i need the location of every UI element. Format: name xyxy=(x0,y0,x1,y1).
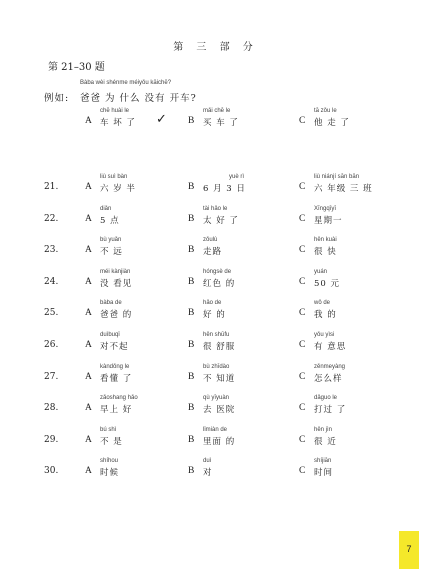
example-question-text: 爸爸 为 什么 没有 开车? xyxy=(80,93,197,104)
option-text: 50 元 xyxy=(314,279,341,289)
option-text: 有 意思 xyxy=(314,342,347,352)
option-letter: C xyxy=(299,435,306,445)
option-text: 对不起 xyxy=(100,342,129,352)
option-letter: C xyxy=(299,403,306,413)
option-text: 走路 xyxy=(203,247,223,257)
option-pinyin: duì xyxy=(203,458,212,464)
option-pinyin: Xīngqīyī xyxy=(314,206,337,212)
page-title: 第 三 部 分 xyxy=(173,42,258,53)
option-pinyin: diǎn xyxy=(100,206,112,212)
option-pinyin: zěnmeyàng xyxy=(314,364,346,370)
question-number: 27. xyxy=(44,372,59,382)
option-text: 打过 了 xyxy=(314,405,347,415)
option-pinyin: bù zhīdào xyxy=(203,364,230,370)
option-letter: C xyxy=(299,372,306,382)
option-letter: A xyxy=(85,340,92,350)
option-letter: B xyxy=(188,435,195,445)
option-text: 太 好 了 xyxy=(203,216,239,226)
option-pinyin: qù yīyuàn xyxy=(203,395,230,401)
option-text: 红色 的 xyxy=(203,279,236,289)
option-text: 很 快 xyxy=(314,247,337,257)
option-text: 怎么样 xyxy=(314,374,343,384)
example-option-a-letter: A xyxy=(85,116,92,126)
option-text: 去 医院 xyxy=(203,405,236,415)
section-heading: 第 21–30 题 xyxy=(48,62,105,73)
option-letter: B xyxy=(188,308,195,318)
option-text: 不 知道 xyxy=(203,374,236,384)
option-pinyin: yuán xyxy=(314,269,328,275)
option-pinyin: bàba de xyxy=(100,300,122,306)
question-number: 25. xyxy=(44,308,59,318)
option-text: 很 近 xyxy=(314,437,337,447)
option-text: 早上 好 xyxy=(100,405,133,415)
option-letter: B xyxy=(188,245,195,255)
option-letter: A xyxy=(85,372,92,382)
question-number: 21. xyxy=(44,182,59,192)
option-letter: C xyxy=(299,340,306,350)
option-text: 5 点 xyxy=(100,216,120,226)
option-pinyin: hóngsè de xyxy=(203,269,232,275)
option-letter: C xyxy=(299,245,306,255)
option-letter: B xyxy=(188,214,195,224)
option-text: 看懂 了 xyxy=(100,374,133,384)
example-option-b-letter: B xyxy=(188,116,195,126)
option-text: 时候 xyxy=(100,468,120,478)
page-number: 7 xyxy=(406,544,412,554)
option-letter: C xyxy=(299,214,306,224)
option-letter: B xyxy=(188,466,195,476)
option-letter: B xyxy=(188,340,195,350)
option-pinyin: wǒ de xyxy=(314,300,331,306)
option-letter: A xyxy=(85,182,92,192)
option-text: 对 xyxy=(203,468,213,478)
example-question-pinyin: Bàba wèi shénme méiyǒu kāichē? xyxy=(80,80,172,86)
option-letter: C xyxy=(299,182,306,192)
option-pinyin: liù niánjí sān bān xyxy=(314,174,360,180)
example-label: 例如: xyxy=(44,93,70,104)
option-pinyin: shíhou xyxy=(100,458,119,464)
example-option-b-text: 买 车 了 xyxy=(203,118,239,128)
option-text: 星期一 xyxy=(314,216,343,226)
option-letter: A xyxy=(85,403,92,413)
option-letter: A xyxy=(85,214,92,224)
option-text: 时间 xyxy=(314,468,334,478)
option-pinyin: hěn shūfu xyxy=(203,332,230,338)
example-checkmark-icon: ✓ xyxy=(156,112,168,127)
example-option-c-letter: C xyxy=(299,116,306,126)
option-pinyin: zǎoshang hǎo xyxy=(100,395,138,401)
option-text: 好 的 xyxy=(203,310,226,320)
option-pinyin: zǒulù xyxy=(203,237,218,243)
option-letter: C xyxy=(299,308,306,318)
option-pinyin: hǎo de xyxy=(203,300,222,306)
option-pinyin: shíjiān xyxy=(314,458,332,464)
option-pinyin: yuè rì xyxy=(229,174,245,180)
example-option-a-pinyin: chē huài le xyxy=(100,108,130,114)
example-option-c-text: 他 走 了 xyxy=(314,118,350,128)
option-text: 我 的 xyxy=(314,310,337,320)
option-text: 很 舒服 xyxy=(203,342,236,352)
option-pinyin: bù yuǎn xyxy=(100,237,122,243)
option-pinyin: duìbuqǐ xyxy=(100,332,120,338)
example-option-a-text: 车 坏 了 xyxy=(100,118,136,128)
question-number: 22. xyxy=(44,214,59,224)
question-number: 26. xyxy=(44,340,59,350)
option-letter: A xyxy=(85,277,92,287)
option-pinyin: bú shì xyxy=(100,427,117,433)
option-pinyin: tài hǎo le xyxy=(203,206,228,212)
option-text: 不 远 xyxy=(100,247,123,257)
option-text: 6 月 3 日 xyxy=(203,184,246,194)
option-text: 不 是 xyxy=(100,437,123,447)
example-option-c-pinyin: tā zǒu le xyxy=(314,108,337,114)
option-letter: B xyxy=(188,372,195,382)
option-text: 六 岁 半 xyxy=(100,184,136,194)
question-number: 29. xyxy=(44,435,59,445)
option-letter: B xyxy=(188,277,195,287)
option-pinyin: lǐmiàn de xyxy=(203,427,228,433)
option-pinyin: hěn jìn xyxy=(314,427,333,433)
option-letter: C xyxy=(299,466,306,476)
option-pinyin: méi kànjiàn xyxy=(100,269,131,275)
option-text: 六 年级 三 班 xyxy=(314,184,373,194)
page-number-badge xyxy=(399,531,419,569)
option-letter: C xyxy=(299,277,306,287)
question-number: 24. xyxy=(44,277,59,287)
option-pinyin: dǎguo le xyxy=(314,395,338,401)
option-text: 爸爸 的 xyxy=(100,310,133,320)
option-pinyin: liù suì bàn xyxy=(100,174,128,180)
question-number: 28. xyxy=(44,403,59,413)
option-letter: B xyxy=(188,182,195,192)
option-pinyin: hěn kuài xyxy=(314,237,337,243)
option-letter: A xyxy=(85,435,92,445)
option-letter: A xyxy=(85,245,92,255)
option-letter: A xyxy=(85,308,92,318)
option-letter: B xyxy=(188,403,195,413)
option-pinyin: kàndǒng le xyxy=(100,364,130,370)
option-text: 里面 的 xyxy=(203,437,236,447)
option-pinyin: yǒu yìsi xyxy=(314,332,335,338)
question-number: 30. xyxy=(44,466,59,476)
question-number: 23. xyxy=(44,245,59,255)
option-text: 没 看见 xyxy=(100,279,133,289)
example-option-b-pinyin: mǎi chē le xyxy=(203,108,231,114)
option-letter: A xyxy=(85,466,92,476)
